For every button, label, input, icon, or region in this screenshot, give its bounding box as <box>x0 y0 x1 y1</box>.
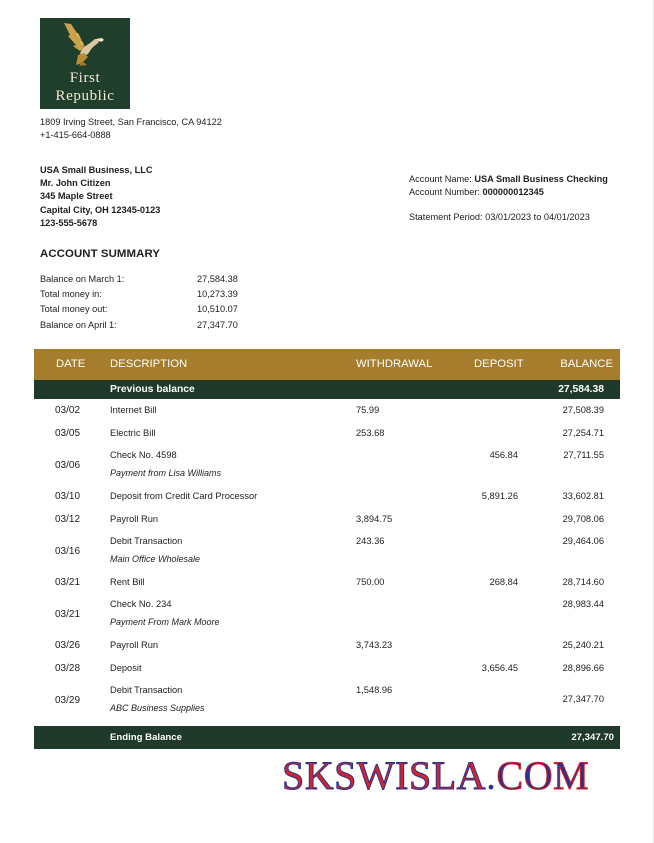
summary-title: ACCOUNT SUMMARY <box>40 248 161 260</box>
summary-value: 10,273.39 <box>197 289 238 300</box>
statement-period <box>409 212 590 222</box>
ending-label: Ending Balance <box>110 732 182 743</box>
header-withdrawal: WITHDRAWAL <box>356 358 433 370</box>
ending-balance-row <box>34 726 620 749</box>
previous-balance-row <box>34 380 620 399</box>
row-date: 03/21 <box>55 609 81 620</box>
previous-balance: 27,584.38 <box>558 384 604 395</box>
row-balance: 28,896.66 <box>562 663 604 673</box>
watermark-dot: . <box>486 753 497 798</box>
row-subtext: ABC Business Supplies <box>110 703 205 713</box>
bank-phone: +1-415-664-0888 <box>40 129 111 140</box>
table-row <box>34 680 620 720</box>
table-row <box>34 657 620 680</box>
eagle-icon <box>58 21 110 67</box>
row-date: 03/29 <box>55 695 81 706</box>
customer-street: 345 Maple Street <box>40 191 113 202</box>
row-subtext: Main Office Wholesale <box>110 554 201 564</box>
row-description: Debit Transaction <box>110 685 183 695</box>
table-row <box>34 634 620 657</box>
summary-label: Balance on April 1: <box>40 319 117 330</box>
transaction-list <box>34 399 620 720</box>
account-info <box>409 173 608 199</box>
row-date: 03/12 <box>55 514 81 525</box>
watermark <box>282 752 589 800</box>
account-name-value: USA Small Business Checking <box>474 174 608 184</box>
row-withdrawal: 750.00 <box>356 577 385 587</box>
row-withdrawal: 1,548.96 <box>356 685 393 695</box>
row-balance: 27,254.71 <box>562 428 604 438</box>
logo-line1: First <box>69 70 101 86</box>
row-description: Deposit <box>110 663 142 673</box>
summary-value: 10,510.07 <box>197 304 238 315</box>
row-deposit: 456.84 <box>489 450 518 460</box>
row-withdrawal: 3,743.23 <box>356 640 393 650</box>
row-withdrawal: 75.99 <box>356 405 380 415</box>
table-row <box>34 485 620 508</box>
row-subtext: Payment From Mark Moore <box>110 617 220 627</box>
summary-label: Total money out: <box>40 304 108 315</box>
row-balance: 33,602.81 <box>562 491 604 501</box>
row-description: Internet Bill <box>110 405 157 415</box>
row-date: 03/05 <box>55 428 81 439</box>
row-balance: 27,508.39 <box>562 405 604 415</box>
header-description: DESCRIPTION <box>110 358 188 370</box>
row-description: Payroll Run <box>110 640 159 650</box>
period-label: Statement Period: <box>409 212 483 222</box>
row-deposit: 268.84 <box>489 577 518 587</box>
row-balance: 28,983.44 <box>562 599 604 609</box>
row-date: 03/10 <box>55 491 81 502</box>
ending-balance: 27,347.70 <box>571 732 614 743</box>
row-date: 03/06 <box>55 460 81 471</box>
header-deposit: DEPOSIT <box>474 358 524 370</box>
row-description: Electric Bill <box>110 428 156 438</box>
bank-address: 1809 Irving Street, San Francisco, CA 94122 <box>40 117 222 127</box>
row-description: Deposit from Credit Card Processor <box>110 491 258 501</box>
table-header <box>34 349 620 380</box>
summary-row <box>40 304 260 319</box>
row-date: 03/16 <box>55 546 81 557</box>
row-balance: 27,711.55 <box>563 450 604 460</box>
row-date: 03/21 <box>55 577 81 588</box>
header-date: DATE <box>56 358 86 370</box>
row-withdrawal: 243.36 <box>356 536 385 546</box>
row-withdrawal: 3,894.75 <box>356 514 393 524</box>
summary-row <box>40 289 260 304</box>
row-deposit: 3,656.45 <box>481 663 518 673</box>
summary-row <box>40 274 260 289</box>
row-description: Debit Transaction <box>110 536 183 546</box>
row-date: 03/02 <box>55 405 81 416</box>
customer-name: USA Small Business, LLC <box>40 165 153 175</box>
bank-address-block <box>40 116 222 142</box>
row-date: 03/28 <box>55 663 81 674</box>
summary-value: 27,584.38 <box>197 274 238 284</box>
row-deposit: 5,891.26 <box>481 491 518 501</box>
account-number-label: Account Number: <box>409 187 480 198</box>
row-date: 03/26 <box>55 640 81 651</box>
summary-label: Balance on March 1: <box>40 274 125 284</box>
bank-logo <box>40 18 130 109</box>
summary-label: Total money in: <box>40 289 102 300</box>
row-balance: 29,464.06 <box>562 536 604 546</box>
customer-city: Capital City, OH 12345-0123 <box>40 204 161 215</box>
row-description: Check No. 4598 <box>110 450 177 460</box>
header-balance: BALANCE <box>560 358 613 370</box>
customer-block <box>40 164 160 230</box>
customer-phone: 123-555-5678 <box>40 217 98 228</box>
period-value: 03/01/2023 to 04/01/2023 <box>485 212 590 222</box>
table-row <box>34 571 620 594</box>
table-row <box>34 445 620 485</box>
row-balance: 28,714.60 <box>562 577 604 587</box>
row-description: Check No. 234 <box>110 599 172 609</box>
previous-label: Previous balance <box>110 384 195 395</box>
watermark-part1: SKSWISLA <box>282 753 487 798</box>
table-row <box>34 531 620 571</box>
account-summary <box>40 274 260 335</box>
account-number-value: 000000012345 <box>482 187 544 198</box>
row-balance: 29,708.06 <box>562 514 604 524</box>
row-subtext: Payment from Lisa Williams <box>110 468 221 478</box>
row-description: Payroll Run <box>110 514 159 524</box>
summary-row <box>40 320 260 335</box>
table-row <box>34 422 620 445</box>
customer-contact: Mr. John Citizen <box>40 178 111 189</box>
row-withdrawal: 253.68 <box>356 428 385 438</box>
table-row <box>34 594 620 634</box>
table-row <box>34 508 620 531</box>
summary-value: 27,347.70 <box>197 319 238 330</box>
watermark-part2: COM <box>496 753 590 798</box>
row-balance: 27,347.70 <box>562 694 604 704</box>
logo-line2: Republic <box>55 88 115 104</box>
row-balance: 25,240.21 <box>562 640 604 650</box>
row-description: Rent Bill <box>110 577 145 587</box>
table-row <box>34 399 620 422</box>
account-name-label: Account Name: <box>409 174 472 184</box>
